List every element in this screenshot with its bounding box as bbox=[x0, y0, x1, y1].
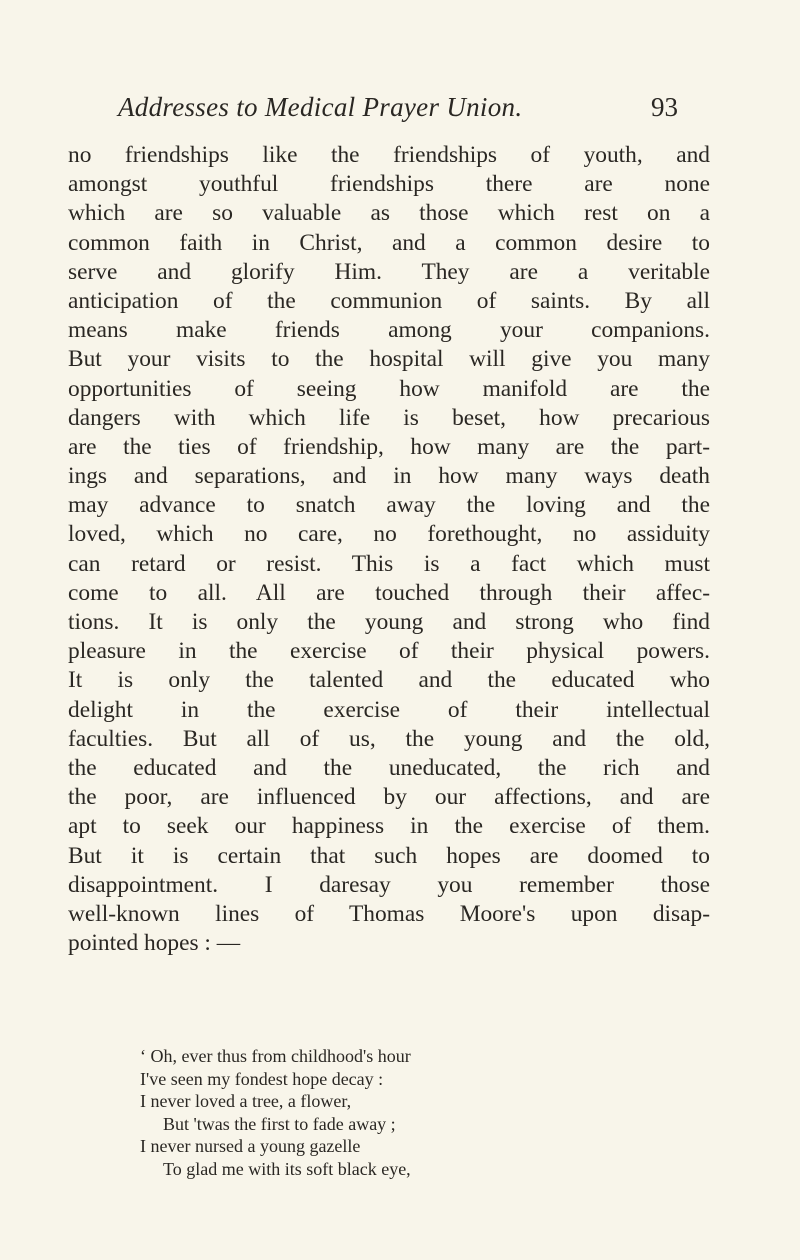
text-line: tions. It is only the young and strong who find bbox=[68, 609, 710, 635]
text-line: can retard or resist. This is a fact which must bbox=[68, 550, 710, 577]
verse-line: ‘ Oh, ever thus from childhood's hour bbox=[140, 1046, 411, 1066]
verse-line: I never nursed a young gazelle bbox=[140, 1136, 361, 1156]
text-line: well-known lines of Thomas Moore's upon disap- bbox=[68, 900, 710, 927]
text-line: disappointment. I daresay you remember those bbox=[68, 871, 710, 898]
text-line: opportunities of seeing how manifold are the bbox=[68, 375, 710, 402]
text-line: But your visits to the hospital will give you many bbox=[68, 346, 710, 373]
body-paragraph bbox=[68, 141, 710, 958]
text-line: It is only the talented and the educated who bbox=[68, 667, 710, 694]
text-line: means make friends among your companions. bbox=[68, 317, 710, 344]
text-line: the poor, are influenced by our affections, and are bbox=[68, 784, 710, 811]
text-line: dangers with which life is beset, how precarious bbox=[68, 404, 710, 431]
text-line: anticipation of the communion of saints. By all bbox=[68, 287, 710, 314]
verse-quotation bbox=[140, 1045, 660, 1180]
text-line: apt to seek our happiness in the exercise of them. bbox=[68, 813, 710, 840]
text-line: come to all. All are touched through their affec- bbox=[68, 579, 710, 606]
text-line: no friendships like the friendships of youth, and bbox=[68, 142, 710, 168]
verse-line: But 'twas the first to fade away ; bbox=[163, 1113, 396, 1134]
running-title: Addresses to Medical Prayer Union. bbox=[118, 92, 523, 122]
running-head bbox=[118, 92, 678, 132]
text-line: But it is certain that such hopes are doomed to bbox=[68, 842, 710, 869]
verse-line: I never loved a tree, a flower, bbox=[140, 1091, 352, 1111]
text-line: pointed hopes : — bbox=[68, 930, 241, 957]
text-line: pleasure in the exercise of their physical powers. bbox=[68, 638, 710, 665]
text-line: ings and separations, and in how many ways death bbox=[68, 463, 710, 490]
text-line: faculties. But all of us, the young and the old, bbox=[68, 725, 710, 752]
text-line: may advance to snatch away the loving and the bbox=[68, 492, 710, 519]
page-number: 93 bbox=[651, 92, 678, 122]
verse-line: I've seen my fondest hope decay : bbox=[140, 1068, 384, 1089]
text-line: delight in the exercise of their intellectual bbox=[68, 696, 710, 723]
text-line: loved, which no care, no forethought, no assiduity bbox=[68, 521, 710, 548]
text-line: common faith in Christ, and a common desire to bbox=[68, 229, 710, 256]
text-line: which are so valuable as those which rest on a bbox=[68, 200, 710, 227]
text-line: amongst youthful friendships there are none bbox=[68, 171, 710, 198]
text-line: are the ties of friendship, how many are the part- bbox=[68, 433, 710, 460]
text-line: serve and glorify Him. They are a veritable bbox=[68, 258, 710, 285]
text-line: the educated and the uneducated, the rich and bbox=[68, 754, 710, 781]
verse-line: To glad me with its soft black eye, bbox=[163, 1158, 411, 1179]
